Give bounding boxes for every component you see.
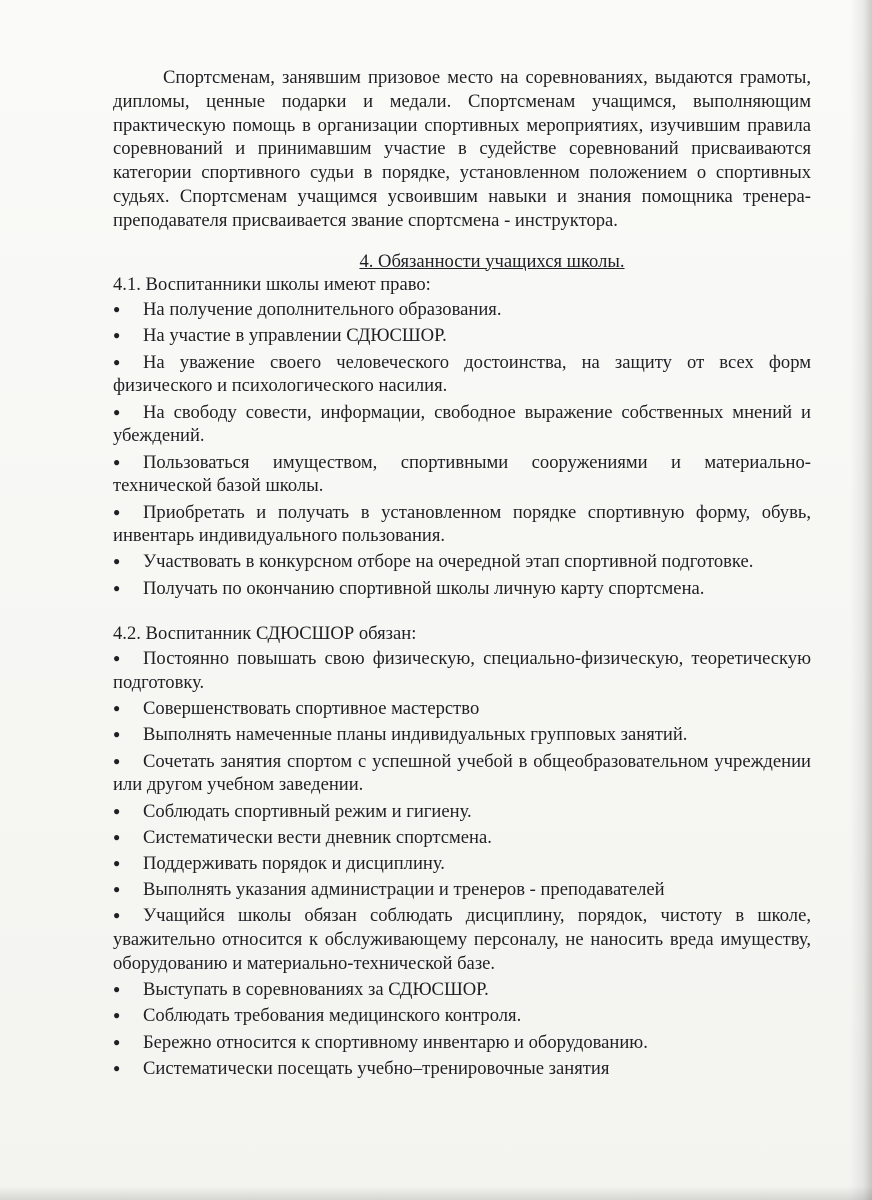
bullet-icon: ● bbox=[113, 803, 121, 818]
rights-list bbox=[113, 298, 811, 600]
bullet-icon: ● bbox=[113, 651, 121, 666]
bullet-icon: ● bbox=[113, 554, 121, 569]
list-item: ● Выступать в соревнованиях за СДЮСШОР. bbox=[113, 979, 489, 1001]
list-item: ● На уважение своего человеческого достоинства, на защиту от всех форм физического и психологического насилия. bbox=[113, 351, 811, 397]
list-item: ● Соблюдать спортивный режим и гигиену. bbox=[113, 800, 472, 822]
list-item: ● Систематически посещать учебно–тренировочные занятия bbox=[113, 1057, 610, 1079]
bullet-icon: ● bbox=[113, 829, 121, 844]
intro-paragraph: Спортсменам, занявшим призовое место на соревнованиях, выдаются грамоты, дипломы, ценные подарки и медали. Спортсменам учащимся, выполняющим практическую помощь в организации спортивных мероприятиях, изучившим правила соревнований и принимавшим участие в судействе соревнований присваиваются категории спортивного судьи в порядке, установленном положением о спортивных судьях. Спортсменам учащимся усвоившим навыки и знания помощника тренера-преподавателя присваивается звание спортсмена - инструктора. bbox=[113, 67, 811, 231]
list-item: ● Соблюдать требования медицинского контроля. bbox=[113, 1005, 522, 1027]
list-item: ● Получать по окончанию спортивной школы личную карту спортсмена. bbox=[113, 577, 705, 599]
duties-heading: 4.2. Воспитанник СДЮСШОР обязан: bbox=[113, 623, 417, 645]
list-item: ● Выполнять намеченные планы индивидуальных групповых занятий. bbox=[113, 724, 688, 746]
page-edge-shadow-right bbox=[850, 0, 872, 1200]
bullet-icon: ● bbox=[113, 302, 121, 317]
section-title: 4. Обязанности учащихся школы. bbox=[359, 250, 625, 272]
bullet-icon: ● bbox=[113, 454, 121, 469]
bullet-icon: ● bbox=[113, 504, 121, 519]
duties-list bbox=[113, 647, 811, 1080]
bullet-icon: ● bbox=[113, 328, 121, 343]
bullet-icon: ● bbox=[113, 727, 121, 742]
document-body bbox=[113, 66, 811, 1083]
bullet-icon: ● bbox=[113, 580, 121, 595]
bullet-icon: ● bbox=[113, 908, 121, 923]
bullet-icon: ● bbox=[113, 404, 121, 419]
list-item: ● Бережно относится к спортивному инвентарю и оборудованию. bbox=[113, 1031, 648, 1053]
list-item: ● Систематически вести дневник спортсмена. bbox=[113, 826, 492, 848]
list-item: ● Участвовать в конкурсном отборе на очередной этап спортивной подготовке. bbox=[113, 551, 754, 573]
page-edge-shadow-bottom bbox=[0, 1186, 872, 1200]
list-item: ● Выполнять указания администрации и тренеров - преподавателей bbox=[113, 879, 665, 901]
rights-heading: 4.1. Воспитанники школы имеют право: bbox=[113, 274, 431, 296]
list-item: ● На участие в управлении СДЮСШОР. bbox=[113, 325, 447, 347]
list-item: ● Пользоваться имуществом, спортивными сооружениями и материально-технической базой школы. bbox=[113, 451, 811, 497]
list-item: ● Учащийся школы обязан соблюдать дисциплину, порядок, чистоту в школе, уважительно относится к обслуживающему персоналу, не наносить вреда имуществу, оборудованию и материально-технической базе. bbox=[113, 905, 811, 974]
bullet-icon: ● bbox=[113, 1008, 121, 1023]
bullet-icon: ● bbox=[113, 855, 121, 870]
list-item: ● На получение дополнительного образования. bbox=[113, 299, 502, 321]
bullet-icon: ● bbox=[113, 1060, 121, 1075]
bullet-icon: ● bbox=[113, 753, 121, 768]
bullet-icon: ● bbox=[113, 701, 121, 716]
list-item: ● Поддерживать порядок и дисциплину. bbox=[113, 852, 445, 874]
list-item: ● Сочетать занятия спортом с успешной учебой в общеобразовательном учреждении или другом учебном заведении. bbox=[113, 750, 811, 796]
list-item: ● На свободу совести, информации, свободное выражение собственных мнений и убеждений. bbox=[113, 401, 811, 447]
list-item: ● Постоянно повышать свою физическую, специально-физическую, теоретическую подготовку. bbox=[113, 648, 811, 694]
list-item: ● Приобретать и получать в установленном порядке спортивную форму, обувь, инвентарь индивидуального пользования. bbox=[113, 501, 811, 547]
bullet-icon: ● bbox=[113, 982, 121, 997]
bullet-icon: ● bbox=[113, 882, 121, 897]
bullet-icon: ● bbox=[113, 354, 121, 369]
list-item: ● Совершенствовать спортивное мастерство bbox=[113, 698, 480, 720]
bullet-icon: ● bbox=[113, 1034, 121, 1049]
